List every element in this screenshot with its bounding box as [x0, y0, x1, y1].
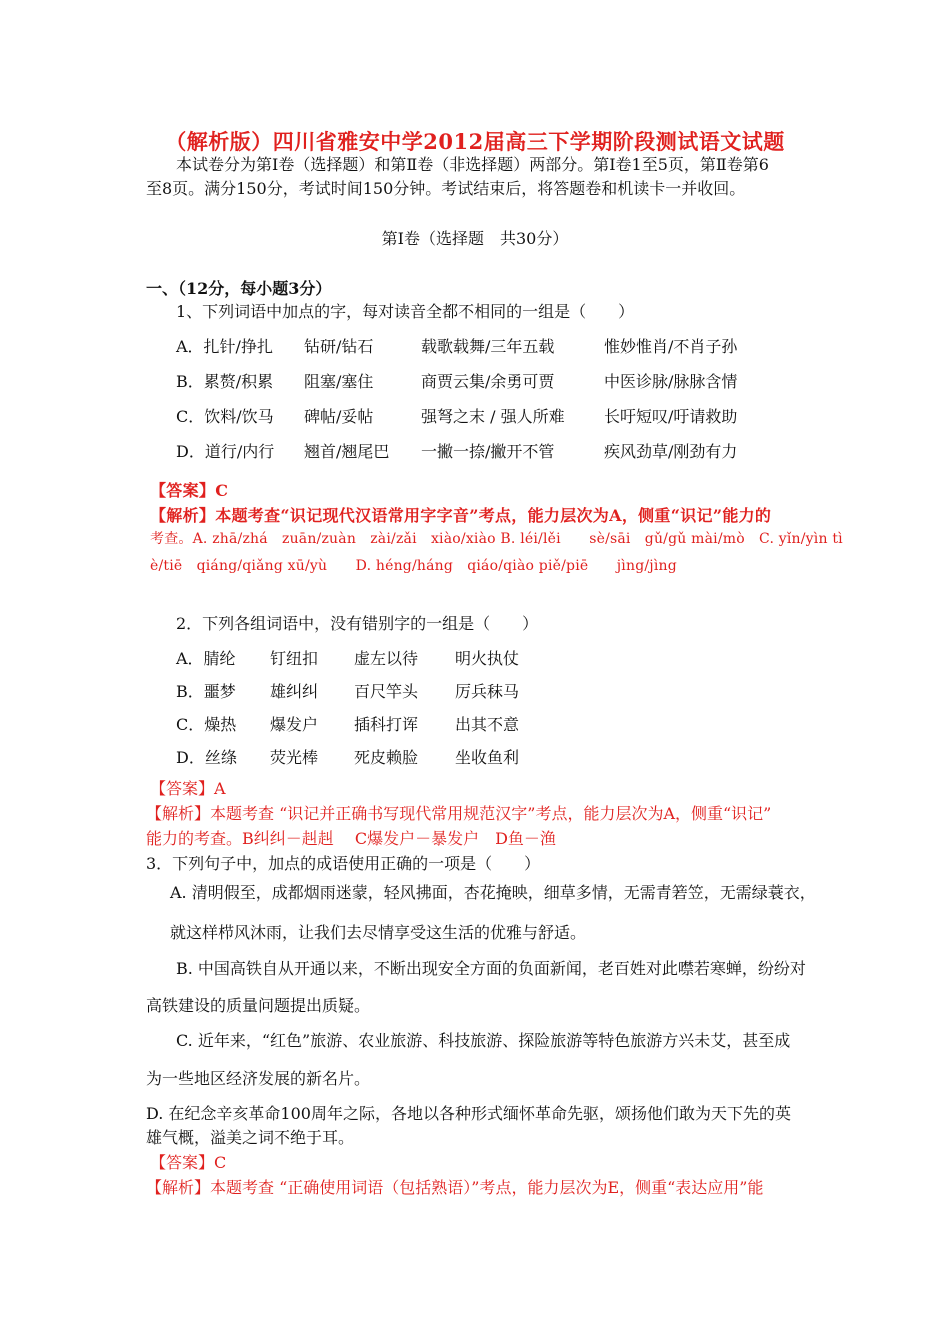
q1-analysis-line-3: è/tiē qiáng/qiǎng xū/yù D. héng/háng qiáo/qiào piě/piē jìng/jìng [150, 558, 677, 574]
q3-option-d-line-1: D. 在纪念辛亥革命100周年之际，各地以各种形式缅怀革命先驱，颂扬他们敢为天下先的英 [146, 1104, 791, 1123]
option-cell: 百尺竿头 [354, 682, 419, 701]
option-cell: 惟妙惟肖/不肖子孙 [604, 337, 738, 356]
page-title: （解析版）四川省雅安中学2012届高三下学期阶段测试语文试题 [165, 129, 785, 154]
q1-answer: 【答案】C [150, 481, 229, 500]
part1-header: 一、（12分，每小题3分） [146, 279, 332, 298]
option-cell: B．噩梦 [176, 682, 236, 701]
option-cell: 虚左以待 [354, 649, 419, 668]
option-cell: 中医诊脉/脉脉含情 [604, 372, 738, 391]
option-cell: 一撇一捺/撇开不管 [421, 442, 555, 461]
q2-analysis-line-1: 【解析】本题考查 “识记并正确书写现代常用规范汉字”考点，能力层次为A，侧重“识记” [146, 804, 772, 823]
option-cell: 商贾云集/余勇可贾 [421, 372, 555, 391]
q2-stem: 2．下列各组词语中，没有错别字的一组是（ ） [176, 614, 539, 633]
q3-option-c-line-2: 为一些地区经济发展的新名片。 [146, 1069, 371, 1088]
option-cell: A．腈纶 [176, 649, 236, 668]
q1-option-c [176, 404, 737, 427]
q3-option-b-line-2: 高铁建设的质量问题提出质疑。 [146, 996, 371, 1015]
option-cell: 插科打诨 [354, 715, 419, 734]
q3-answer: 【答案】C [150, 1153, 227, 1172]
q3-analysis-line-1: 【解析】本题考查 “正确使用词语（包括熟语）”考点，能力层次为E，侧重“表达应用”能 [146, 1178, 764, 1197]
q2-analysis-line-2: 能力的考查。B纠纠－赳赳 C爆发户－暴发户 D鱼－渔 [146, 829, 556, 848]
option-cell: 明火执仗 [455, 649, 520, 668]
option-cell: 载歌载舞/三年五载 [421, 337, 555, 356]
section-title: 第Ⅰ卷（选择题 共30分） [381, 229, 569, 248]
q2-option-a [176, 646, 519, 669]
q1-option-a [176, 334, 737, 357]
option-cell: 爆发户 [270, 715, 319, 734]
q3-option-a-line-1: A. 清明假至，成都烟雨迷蒙，轻风拂面，杏花掩映，细草多情，无需青箬笠，无需绿蓑衣， [170, 883, 816, 902]
option-cell: C．饮料/饮马 [176, 407, 274, 426]
option-cell: C．燥热 [176, 715, 237, 734]
option-cell: 钉纽扣 [270, 649, 319, 668]
intro-line-1: 本试卷分为第Ⅰ卷（选择题）和第Ⅱ卷（非选择题）两部分。第Ⅰ卷1至5页，第Ⅱ卷第6 [176, 155, 769, 174]
q1-analysis-line-1: 【解析】本题考查“识记现代汉语常用字字音”考点，能力层次为A，侧重“识记”能力的 [150, 506, 772, 525]
option-cell: B．累赘/积累 [176, 372, 274, 391]
option-cell: 雄纠纠 [270, 682, 319, 701]
q3-option-b-line-1: B. 中国高铁自从开通以来，不断出现安全方面的负面新闻，老百姓对此噤若寒蝉，纷纷对 [176, 959, 806, 978]
q2-option-b [176, 679, 519, 702]
q2-answer: 【答案】A [150, 779, 226, 798]
q3-option-a-line-2: 就这样栉风沐雨，让我们去尽情享受这生活的优雅与舒适。 [170, 923, 587, 942]
option-cell: 疾风劲草/刚劲有力 [604, 442, 738, 461]
option-cell: 荧光棒 [270, 748, 319, 767]
q1-option-d [176, 439, 737, 462]
option-cell: 长吁短叹/吁请救助 [604, 407, 738, 426]
option-cell: 强弩之末 / 强人所难 [421, 407, 565, 426]
q3-stem: 3．下列句子中，加点的成语使用正确的一项是（ ） [146, 854, 541, 873]
option-cell: 阻塞/塞住 [304, 372, 374, 391]
option-cell: 钻研/钻石 [304, 337, 374, 356]
q3-option-d-line-2: 雄气概，溢美之词不绝于耳。 [146, 1128, 355, 1147]
q2-option-c [176, 712, 519, 735]
q3-option-c-line-1: C. 近年来，“红色”旅游、农业旅游、科技旅游、探险旅游等特色旅游方兴未艾，甚至成 [176, 1031, 791, 1050]
option-cell: 出其不意 [455, 715, 520, 734]
option-cell: 坐收鱼利 [455, 748, 520, 767]
q2-option-d [176, 745, 519, 768]
option-cell: 厉兵秣马 [455, 682, 520, 701]
option-cell: D．丝绦 [176, 748, 237, 767]
q1-stem: 1、下列词语中加点的字，每对读音全都不相同的一组是（ ） [176, 302, 635, 321]
q1-analysis-line-2: 考查。A. zhā/zhá zuān/zuàn zài/zǎi xiào/xiào B. léi/lěi sè/sāi gǔ/gǔ mài/mò C. yǐn/yìn tì [150, 531, 843, 547]
option-cell: 死皮赖脸 [354, 748, 419, 767]
intro-line-2: 至8页。满分150分，考试时间150分钟。考试结束后，将答题卷和机读卡一并收回。 [146, 179, 746, 198]
option-cell: A．扎针/挣扎 [176, 337, 273, 356]
option-cell: 翘首/翘尾巴 [304, 442, 390, 461]
option-cell: 碑帖/妥帖 [304, 407, 374, 426]
option-cell: D．道行/内行 [176, 442, 275, 461]
q1-option-b [176, 369, 737, 392]
